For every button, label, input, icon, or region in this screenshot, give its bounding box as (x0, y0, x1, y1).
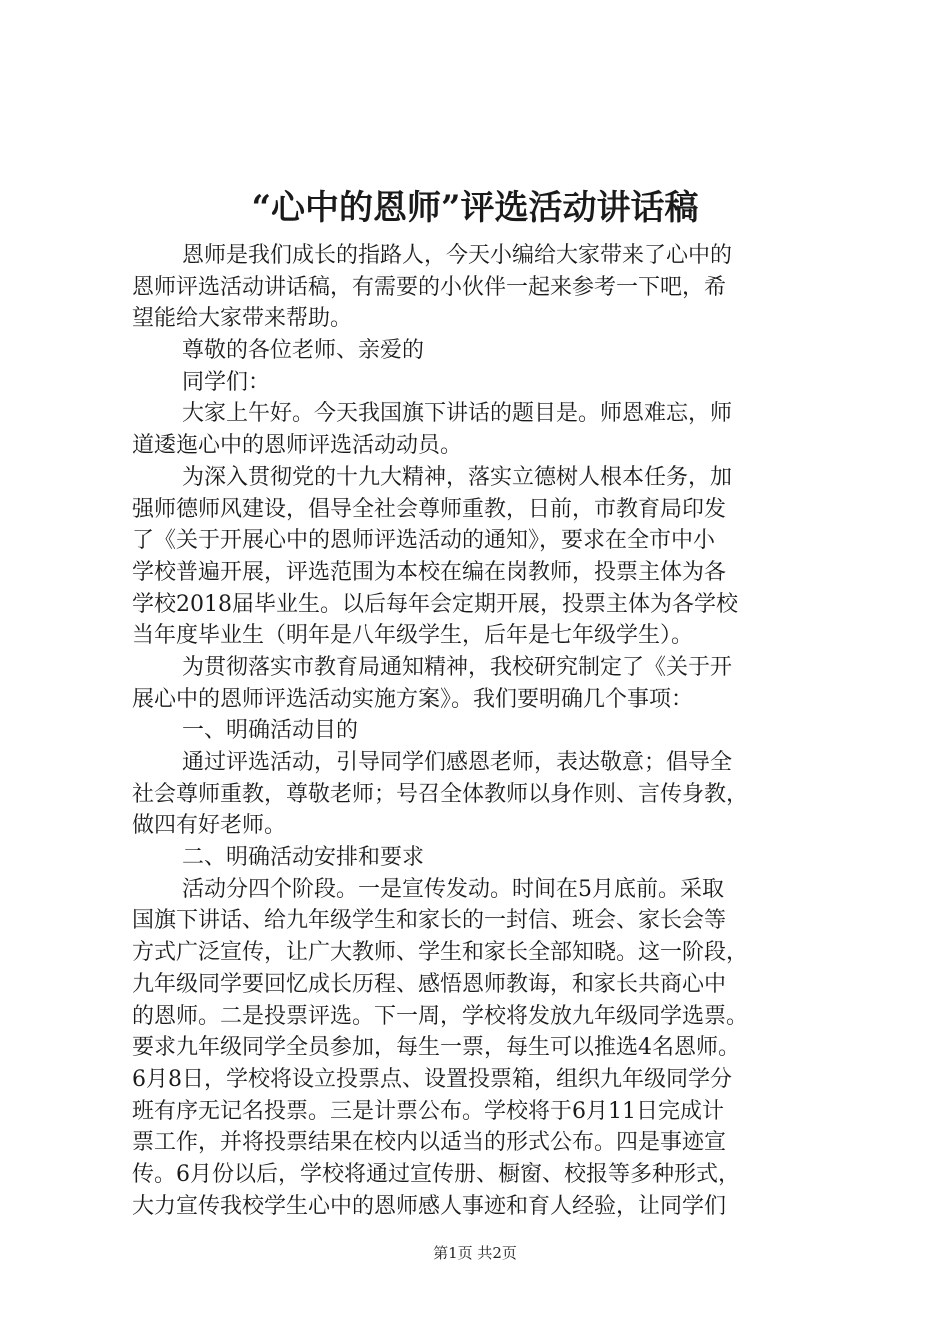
text-line: 恩师评选活动讲话稿，有需要的小伙伴一起来参考一下吧，希 (132, 274, 727, 300)
text-line: 方式广泛宣传，让广大教师、学生和家长全部知晓。这一阶段， (132, 940, 749, 966)
text-line: 做四有好老师。 (132, 813, 287, 839)
text-line: 恩师是我们成长的指路人，今天小编给大家带来了心中的 (182, 243, 733, 268)
text-line: 了《关于开展心中的恩师评选活动的通知》，要求在全市中小 (132, 528, 716, 554)
text-line: 传。6月份以后，学校将通过宣传册、橱窗、校报等多种形式， (132, 1161, 740, 1187)
text-line: 当年度毕业生（明年是八年级学生，后年是七年级学生）。 (132, 623, 694, 649)
text-line: 活动分四个阶段。一是宣传发动。时间在5月底前。采取 (182, 876, 724, 902)
text-line: 二、明确活动安排和要求 (182, 845, 425, 871)
text-line: 九年级同学要回忆成长历程、感悟恩师教诲，和家长共商心中 (132, 971, 727, 997)
text-line: 望能给大家带来帮助。 (132, 306, 353, 332)
page-footer: 第1页 共2页 (433, 1244, 517, 1262)
text-line: 社会尊师重教，尊敬老师；号召全体教师以身作则、言传身教， (132, 781, 749, 807)
text-line: 要求九年级同学全员参加，每生一票，每生可以推选4名恩师。 (132, 1035, 740, 1061)
document-title: “心中的恩师”评选活动讲话稿 (251, 188, 699, 228)
text-line: 道逶迤心中的恩师评选活动动员。 (132, 433, 463, 459)
text-line: 班有序无记名投票。三是计票公布。学校将于6月11日完成计 (132, 1098, 724, 1124)
text-line: 通过评选活动，引导同学们感恩老师，表达敬意；倡导全 (182, 750, 733, 775)
text-line: 为深入贯彻党的十九大精神，落实立德树人根本任务，加 (182, 464, 733, 490)
text-line: 大力宣传我校学生心中的恩师感人事迹和育人经验，让同学们 (132, 1193, 727, 1219)
document-body (132, 240, 832, 1222)
text-line: 6月8日，学校将设立投票点、设置投票箱，组织九年级同学分 (132, 1066, 732, 1092)
text-line: 学校2018届毕业生。以后每年会定期开展，投票主体为各学校 (132, 591, 738, 617)
text-line: 展心中的恩师评选活动实施方案》。我们要明确几个事项： (132, 686, 694, 712)
text-line: 的恩师。二是投票评选。下一周，学校将发放九年级同学选票。 (132, 1003, 749, 1029)
text-line: 大家上午好。今天我国旗下讲话的题目是。师恩难忘，师 (182, 401, 733, 427)
text-line: 学校普遍开展，评选范围为本校在编在岗教师，投票主体为各 (132, 559, 727, 585)
text-line: 为贯彻落实市教育局通知精神，我校研究制定了《关于开 (182, 654, 733, 680)
text-line: 国旗下讲话、给九年级学生和家长的一封信、班会、家长会等 (132, 908, 727, 934)
text-line: 一、明确活动目的 (182, 718, 359, 744)
text-line: 票工作，并将投票结果在校内以适当的形式公布。四是事迹宣 (132, 1130, 727, 1156)
text-line: 强师德师风建设，倡导全社会尊师重教，日前，市教育局印发 (132, 496, 727, 522)
text-line: 同学们： (182, 369, 271, 395)
text-line: 尊敬的各位老师、亲爱的 (182, 338, 425, 364)
